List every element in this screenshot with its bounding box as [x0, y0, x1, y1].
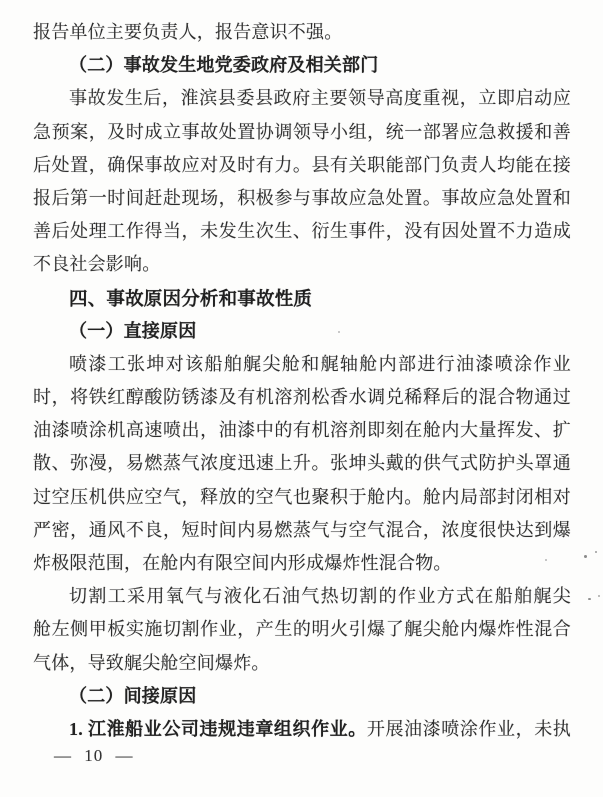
- numbered-item-title: 1. 江淮船业公司违规违章组织作业。: [69, 718, 367, 739]
- paragraph-line: 事故发生后，淮滨县委县政府主要领导高度重视，立即启动应: [69, 88, 571, 109]
- paragraph-line: 舱左侧甲板实施切割作业，产生的明火引爆了艉尖舱内爆炸性混合: [33, 619, 571, 640]
- scan-speck: [338, 331, 340, 333]
- paragraph-line: 气体，导致艉尖舱空间爆炸。: [33, 652, 270, 673]
- paragraph-line: 报告单位主要负责人，报告意识不强。: [33, 22, 343, 42]
- scan-speck: [545, 559, 547, 561]
- paragraph-line: 急预案，及时成立事故处置协调领导小组，统一部署应急救援和善: [33, 121, 571, 142]
- heading-direct-cause: （一）直接原因: [69, 320, 197, 341]
- scan-speck: [595, 551, 597, 553]
- numbered-item-text: 开展油漆喷涂作业，未执: [366, 718, 571, 739]
- document-text-block: [33, 16, 571, 746]
- paragraph-line: 油漆喷涂机高速喷出，油漆中的有机溶剂即刻在舱内大量挥发、扩: [33, 420, 571, 441]
- paragraph-line: 善后处理工作得当，未发生次生、衍生事件，没有因处置不力造成: [33, 221, 571, 242]
- heading-local-government: （二）事故发生地党委政府及相关部门: [69, 55, 379, 76]
- paragraph-line: 报后第一时间赶赴现场，积极参与事故应急处置。事故应急处置和: [33, 187, 571, 208]
- scan-speck: [584, 555, 587, 558]
- paragraph-line: 后处置，确保事故应对及时有力。县有关职能部门负责人均能在接: [33, 154, 571, 175]
- paragraph-line-numbered-item: [33, 713, 571, 746]
- scan-speck: [588, 598, 591, 600]
- paragraph-line: 炸极限范围，在舱内有限空间内形成爆炸性混合物。: [33, 553, 452, 573]
- page-number: — 10 —: [54, 746, 134, 765]
- paragraph-line: 严密，通风不良，短时间内易燃蒸气与空气混合，浓度很快达到爆: [33, 519, 571, 540]
- paragraph-line: 不良社会影响。: [33, 254, 161, 275]
- paragraph-line: 过空压机供应空气，释放的空气也聚积于舱内。舱内局部封闭相对: [33, 486, 571, 507]
- scan-speck: [598, 595, 600, 597]
- heading-cause-analysis: 四、事故原因分析和事故性质: [69, 287, 313, 309]
- heading-indirect-cause: （二）间接原因: [69, 685, 197, 706]
- paragraph-line: 喷漆工张坤对该船舶艉尖舱和艉轴舱内部进行油漆喷涂作业: [69, 353, 571, 374]
- paragraph-line: 时，将铁红醇酸防锈漆及有机溶剂松香水调兑稀释后的混合物通过: [33, 387, 571, 408]
- paragraph-line: 切割工采用氧气与液化石油气热切割的作业方式在船舶艉尖: [69, 586, 571, 607]
- paragraph-line: 散、弥漫，易燃蒸气浓度迅速上升。张坤头戴的供气式防护头罩通: [33, 453, 571, 474]
